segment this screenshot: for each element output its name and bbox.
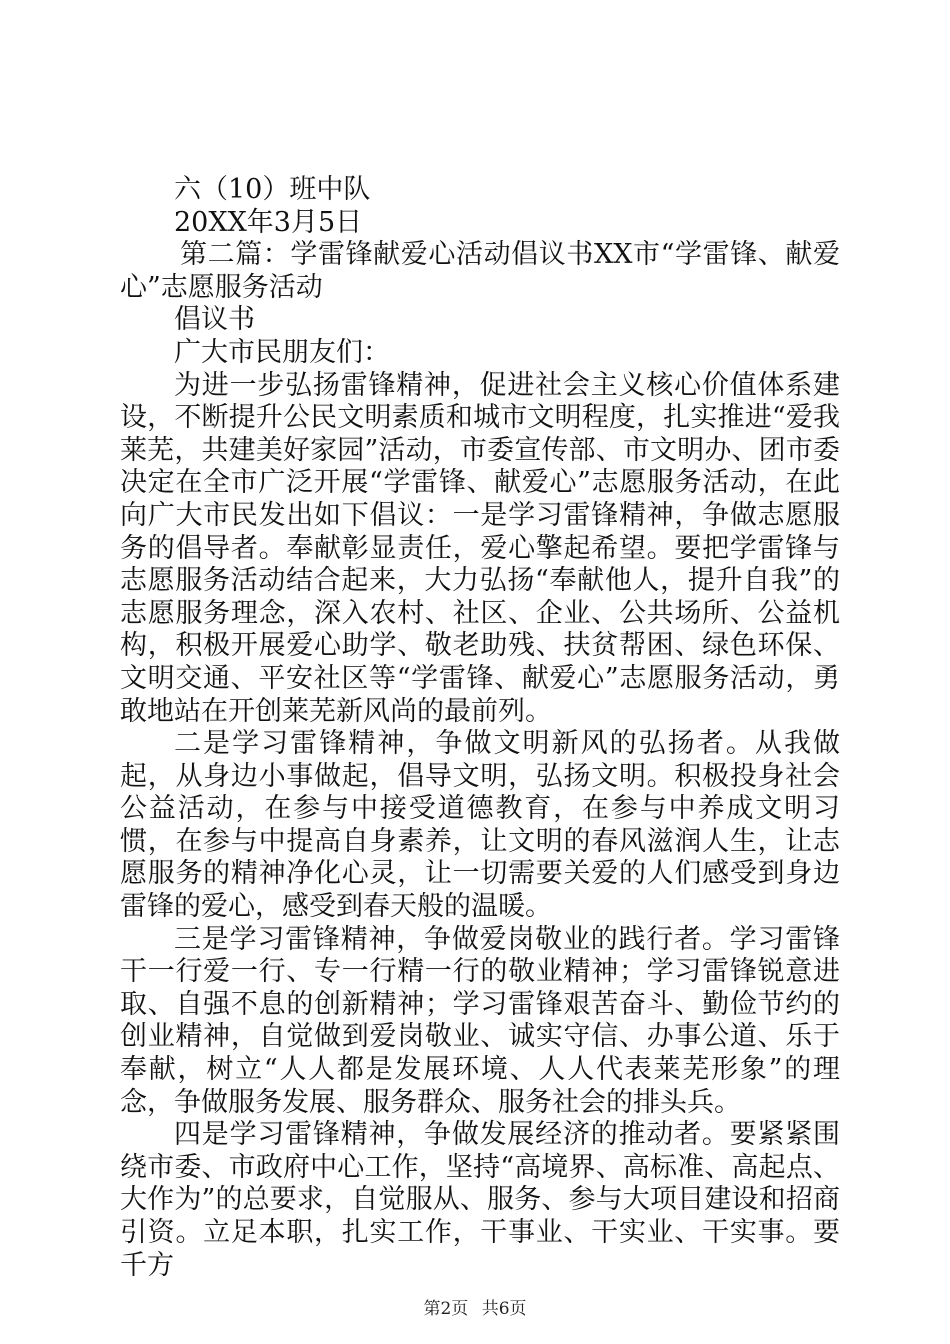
- signature-date: 20XX年3月5日: [174, 206, 363, 238]
- section-heading: 第二篇：学雷锋献爱心活动倡议书XX市“学雷锋、献爱心”志愿服务活动: [120, 239, 840, 303]
- paragraph-2: 二是学习雷锋精神，争做文明新风的弘扬者。从我做起，从身边小事做起，倡导文明，弘扬文明。积极投身社会公益活动，在参与中接受道德教育，在参与中养成文明习惯，在参与中提高自身素养，让文明的春风滋润人生，让志愿服务的精神净化心灵，让一切需要关爱的人们感受到身边雷锋的爱心，感受到春天般的温暖。: [120, 728, 840, 923]
- paragraph-3: 三是学习雷锋精神，争做爱岗敬业的践行者。学习雷锋干一行爱一行、专一行精一行的敬业精神；学习雷锋锐意进取、自强不息的创新精神；学习雷锋艰苦奋斗、勤俭节约的创业精神，自觉做到爱岗敬业、诚实守信、办事公道、乐于奉献，树立“人人都是发展环境、人人代表莱芜形象”的理念，争做服务发展、服务群众、服务社会的排头兵。: [120, 923, 840, 1118]
- page-number: 第2页: [423, 1299, 469, 1319]
- page-footer: [0, 1294, 950, 1319]
- paragraph-1: 为进一步弘扬雷锋精神，促进社会主义核心价值体系建设，不断提升公民文明素质和城市文明程度，扎实推进“爱我莱芜，共建美好家园”活动，市委宣传部、市文明办、团市委决定在全市广泛开展“学雷锋、献爱心”志愿服务活动，在此向广大市民发出如下倡议：一是学习雷锋精神，争做志愿服务的倡导者。奉献彰显责任，爱心擎起希望。要把学雷锋与志愿服务活动结合起来，大力弘扬“奉献他人，提升自我”的志愿服务理念，深入农村、社区、企业、公共场所、公益机构，积极开展爱心助学、敬老助残、扶贫帮困、绿色环保、文明交通、平安社区等“学雷锋、献爱心”志愿服务活动，勇敢地站在开创莱芜新风尚的最前列。: [120, 369, 840, 727]
- paragraph-4: 四是学习雷锋精神，争做发展经济的推动者。要紧紧围绕市委、市政府中心工作，坚持“高境界、高标准、高起点、大作为”的总要求，自觉服从、服务、参与大项目建设和招商引资。立足本职，扎实工作，干事业、干实业、干实事。要千方: [120, 1119, 840, 1281]
- page-total: 共6页: [481, 1299, 527, 1319]
- section-subtitle: 倡议书: [174, 304, 255, 336]
- document-body: [120, 174, 840, 1282]
- salutation: 广大市民朋友们：: [174, 336, 390, 368]
- signature-org: 六（10）班中队: [174, 174, 371, 205]
